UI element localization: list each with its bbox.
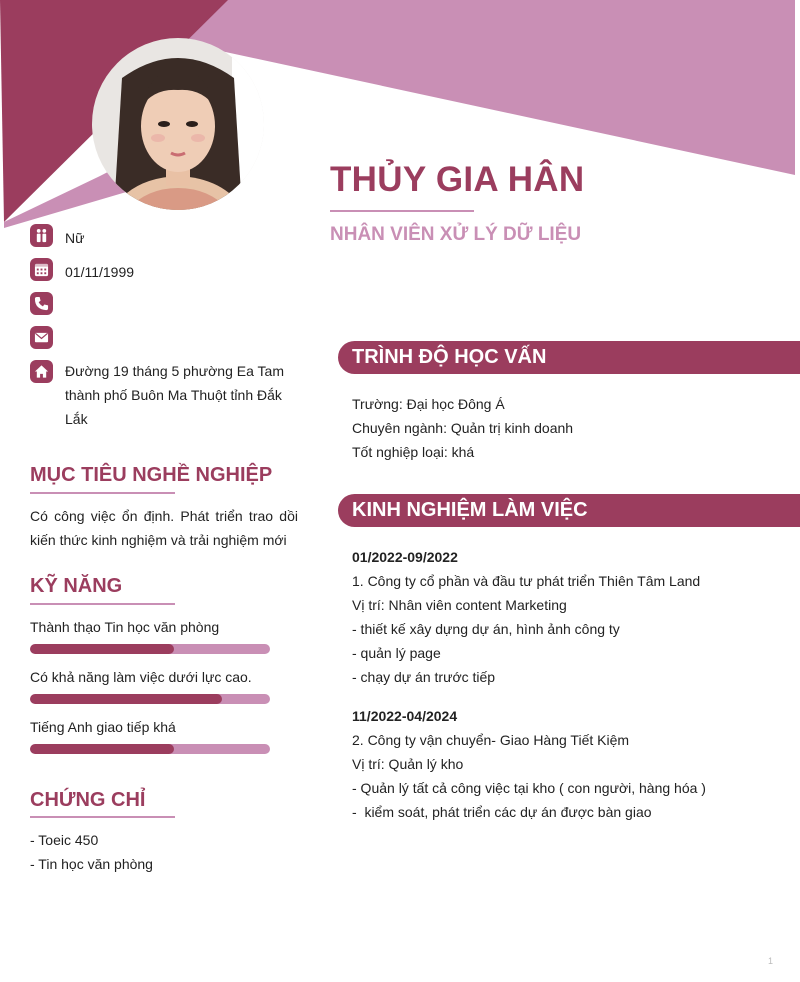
objective-heading: MỤC TIÊU NGHỀ NGHIỆP xyxy=(30,464,273,486)
education-line: Trường: Đại học Đông Á xyxy=(352,396,505,412)
address-text: Đường 19 tháng 5 phường Ea Tam thành phố Buôn Ma Thuột tỉnh Đắk Lắk xyxy=(65,363,284,427)
job-task: - thiết kế xây dựng dự án, hình ảnh công ty xyxy=(352,621,620,637)
skill-bar-fill xyxy=(30,644,174,654)
education-heading: TRÌNH ĐỘ HỌC VẤN xyxy=(352,346,547,368)
skill-label: Có khả năng làm việc dưới lực cao. xyxy=(30,669,252,685)
education-band xyxy=(338,341,800,374)
page-number: 1 xyxy=(768,956,774,966)
skill-bar-fill xyxy=(30,694,222,704)
email-icon xyxy=(30,326,53,349)
job-title: NHÂN VIÊN XỬ LÝ DỮ LIỆU xyxy=(330,224,582,245)
calendar-icon xyxy=(30,258,53,281)
job-company: 2. Công ty vận chuyển- Giao Hàng Tiết Kiệm xyxy=(352,732,630,748)
experience-band xyxy=(338,494,800,527)
objective-divider xyxy=(30,492,175,494)
skills-heading: KỸ NĂNG xyxy=(30,575,123,597)
experience-heading: KINH NGHIỆM LÀM VIỆC xyxy=(352,499,588,521)
gender-icon xyxy=(30,224,53,247)
job-task: - quản lý page xyxy=(352,645,441,661)
home-icon xyxy=(30,360,53,383)
objective-text: Có công việc ổn định. Phát triển trao dồi kiến thức kinh nghiệm và trải nghiệm mới xyxy=(30,508,298,548)
skill-bar-fill xyxy=(30,744,174,754)
job-period: 01/2022-09/2022 xyxy=(352,549,458,565)
profile-photo xyxy=(92,38,264,210)
name-divider xyxy=(330,210,474,212)
skill-bar xyxy=(30,744,270,754)
certificates-heading: CHỨNG CHỈ xyxy=(30,789,146,811)
skill-label: Tiếng Anh giao tiếp khá xyxy=(30,719,176,735)
job-task: - kiểm soát, phát triển các dự án được bàn giao xyxy=(352,804,652,820)
phone-icon xyxy=(30,292,53,315)
skills-divider xyxy=(30,603,175,605)
job-company: 1. Công ty cổ phần và đầu tư phát triển Thiên Tâm Land xyxy=(352,573,701,589)
birthdate-text: 01/11/1999 xyxy=(65,264,135,280)
job-position: Vị trí: Quản lý kho xyxy=(352,756,464,772)
skill-label: Thành thạo Tin học văn phòng xyxy=(30,619,220,635)
certificates-divider xyxy=(30,816,175,818)
skill-bar xyxy=(30,694,270,704)
gender-text: Nữ xyxy=(65,230,85,246)
job-position: Vị trí: Nhân viên content Marketing xyxy=(352,597,567,613)
job-task: - Quản lý tất cả công việc tại kho ( con người, hàng hóa ) xyxy=(352,780,706,796)
full-name: THỦY GIA HÂN xyxy=(330,160,585,199)
job-period: 11/2022-04/2024 xyxy=(352,708,458,724)
skill-bar xyxy=(30,644,270,654)
certificate-item: - Tin học văn phòng xyxy=(30,856,153,872)
certificate-item: - Toeic 450 xyxy=(30,832,99,848)
education-line: Tốt nghiệp loại: khá xyxy=(352,444,475,460)
job-task: - chạy dự án trước tiếp xyxy=(352,669,496,685)
education-line: Chuyên ngành: Quản trị kinh doanh xyxy=(352,420,574,436)
